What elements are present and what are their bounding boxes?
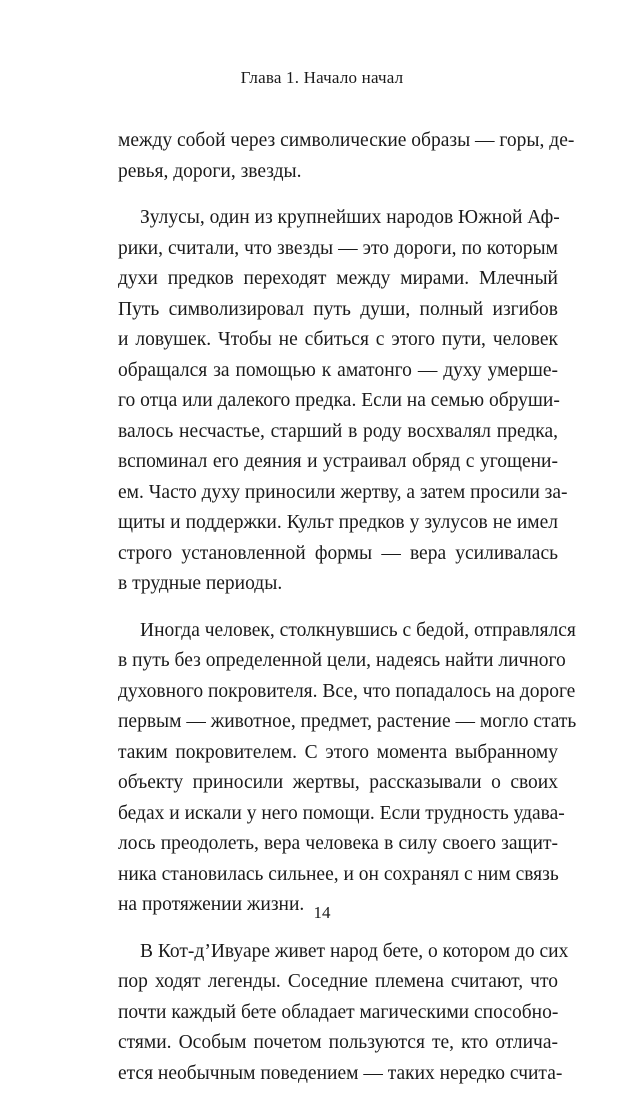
text-line: щиты и поддержки. Культ предков у зулусов не имел bbox=[118, 512, 558, 533]
text-line: лось преодолеть, вера человека в силу своего защит- bbox=[118, 833, 558, 854]
text-line: валось несчастье, старший в роду восхвалял предка, bbox=[118, 420, 558, 442]
text-line: объекту приносили жертвы, рассказывали о своих bbox=[118, 772, 558, 793]
paragraph bbox=[118, 126, 575, 187]
paragraph bbox=[118, 203, 568, 600]
text-line: строго установленной формы — вера усиливалась bbox=[118, 542, 558, 564]
page-number: 14 bbox=[313, 903, 331, 922]
text-line: го отца или далекого предка. Если на семью обруши- bbox=[118, 390, 560, 411]
text-line: между собой через символические образы — горы, де- bbox=[118, 130, 575, 151]
text-line: ется необычным поведением — таких нередко счита- bbox=[118, 1062, 563, 1084]
text-line: в путь без определенной цели, надеясь найти личного bbox=[118, 650, 566, 671]
text-line: бедах и искали у него помощи. Если трудность удава- bbox=[118, 802, 565, 824]
text-line: духовного покровителя. Все, что попадалось на дороге bbox=[118, 680, 576, 702]
text-line: духи предков переходят между мирами. Млечный bbox=[118, 268, 558, 289]
text-line: Иногда человек, столкнувшись с бедой, отправлялся bbox=[140, 619, 576, 641]
paragraph bbox=[118, 937, 569, 1090]
text-line: пор ходят легенды. Соседние племена считают, что bbox=[118, 971, 558, 992]
text-line: Путь символизировал путь души, полный изгибов bbox=[118, 298, 558, 320]
text-line: таким покровителем. С этого момента выбранному bbox=[118, 741, 558, 763]
text-line: почти каждый бете обладает магическими способно- bbox=[118, 1001, 559, 1023]
body-text bbox=[118, 126, 577, 1105]
text-line: ника становилась сильнее, и он сохранял с ним связь bbox=[118, 863, 559, 885]
text-line: Зулусы, один из крупнейших народов Южной Аф- bbox=[140, 207, 560, 228]
text-line: в трудные периоды. bbox=[118, 573, 283, 594]
text-line: и ловушек. Чтобы не сбиться с этого пути, человек bbox=[118, 329, 558, 350]
text-line: В Кот-д’Ивуаре живет народ бете, о котором до сих bbox=[140, 940, 569, 962]
text-line: рики, считали, что звезды — это дороги, по которым bbox=[118, 237, 558, 259]
text-line: стями. Особым почетом пользуются те, кто отлича- bbox=[118, 1032, 558, 1053]
text-line: ем. Часто духу приносили жертву, а затем просили за- bbox=[118, 481, 568, 503]
text-line: первым — животное, предмет, растение — могло стать bbox=[118, 711, 577, 732]
paragraph bbox=[118, 616, 577, 921]
running-header: Глава 1. Начало начал bbox=[240, 68, 404, 87]
text-line: ревья, дороги, звезды. bbox=[118, 160, 302, 182]
text-line: обращался за помощью к аматонго — духу умерше- bbox=[118, 359, 558, 381]
text-line: вспоминал его деяния и устраивал обряд с угощени- bbox=[118, 451, 558, 472]
text-line: на протяжении жизни. bbox=[118, 894, 305, 915]
